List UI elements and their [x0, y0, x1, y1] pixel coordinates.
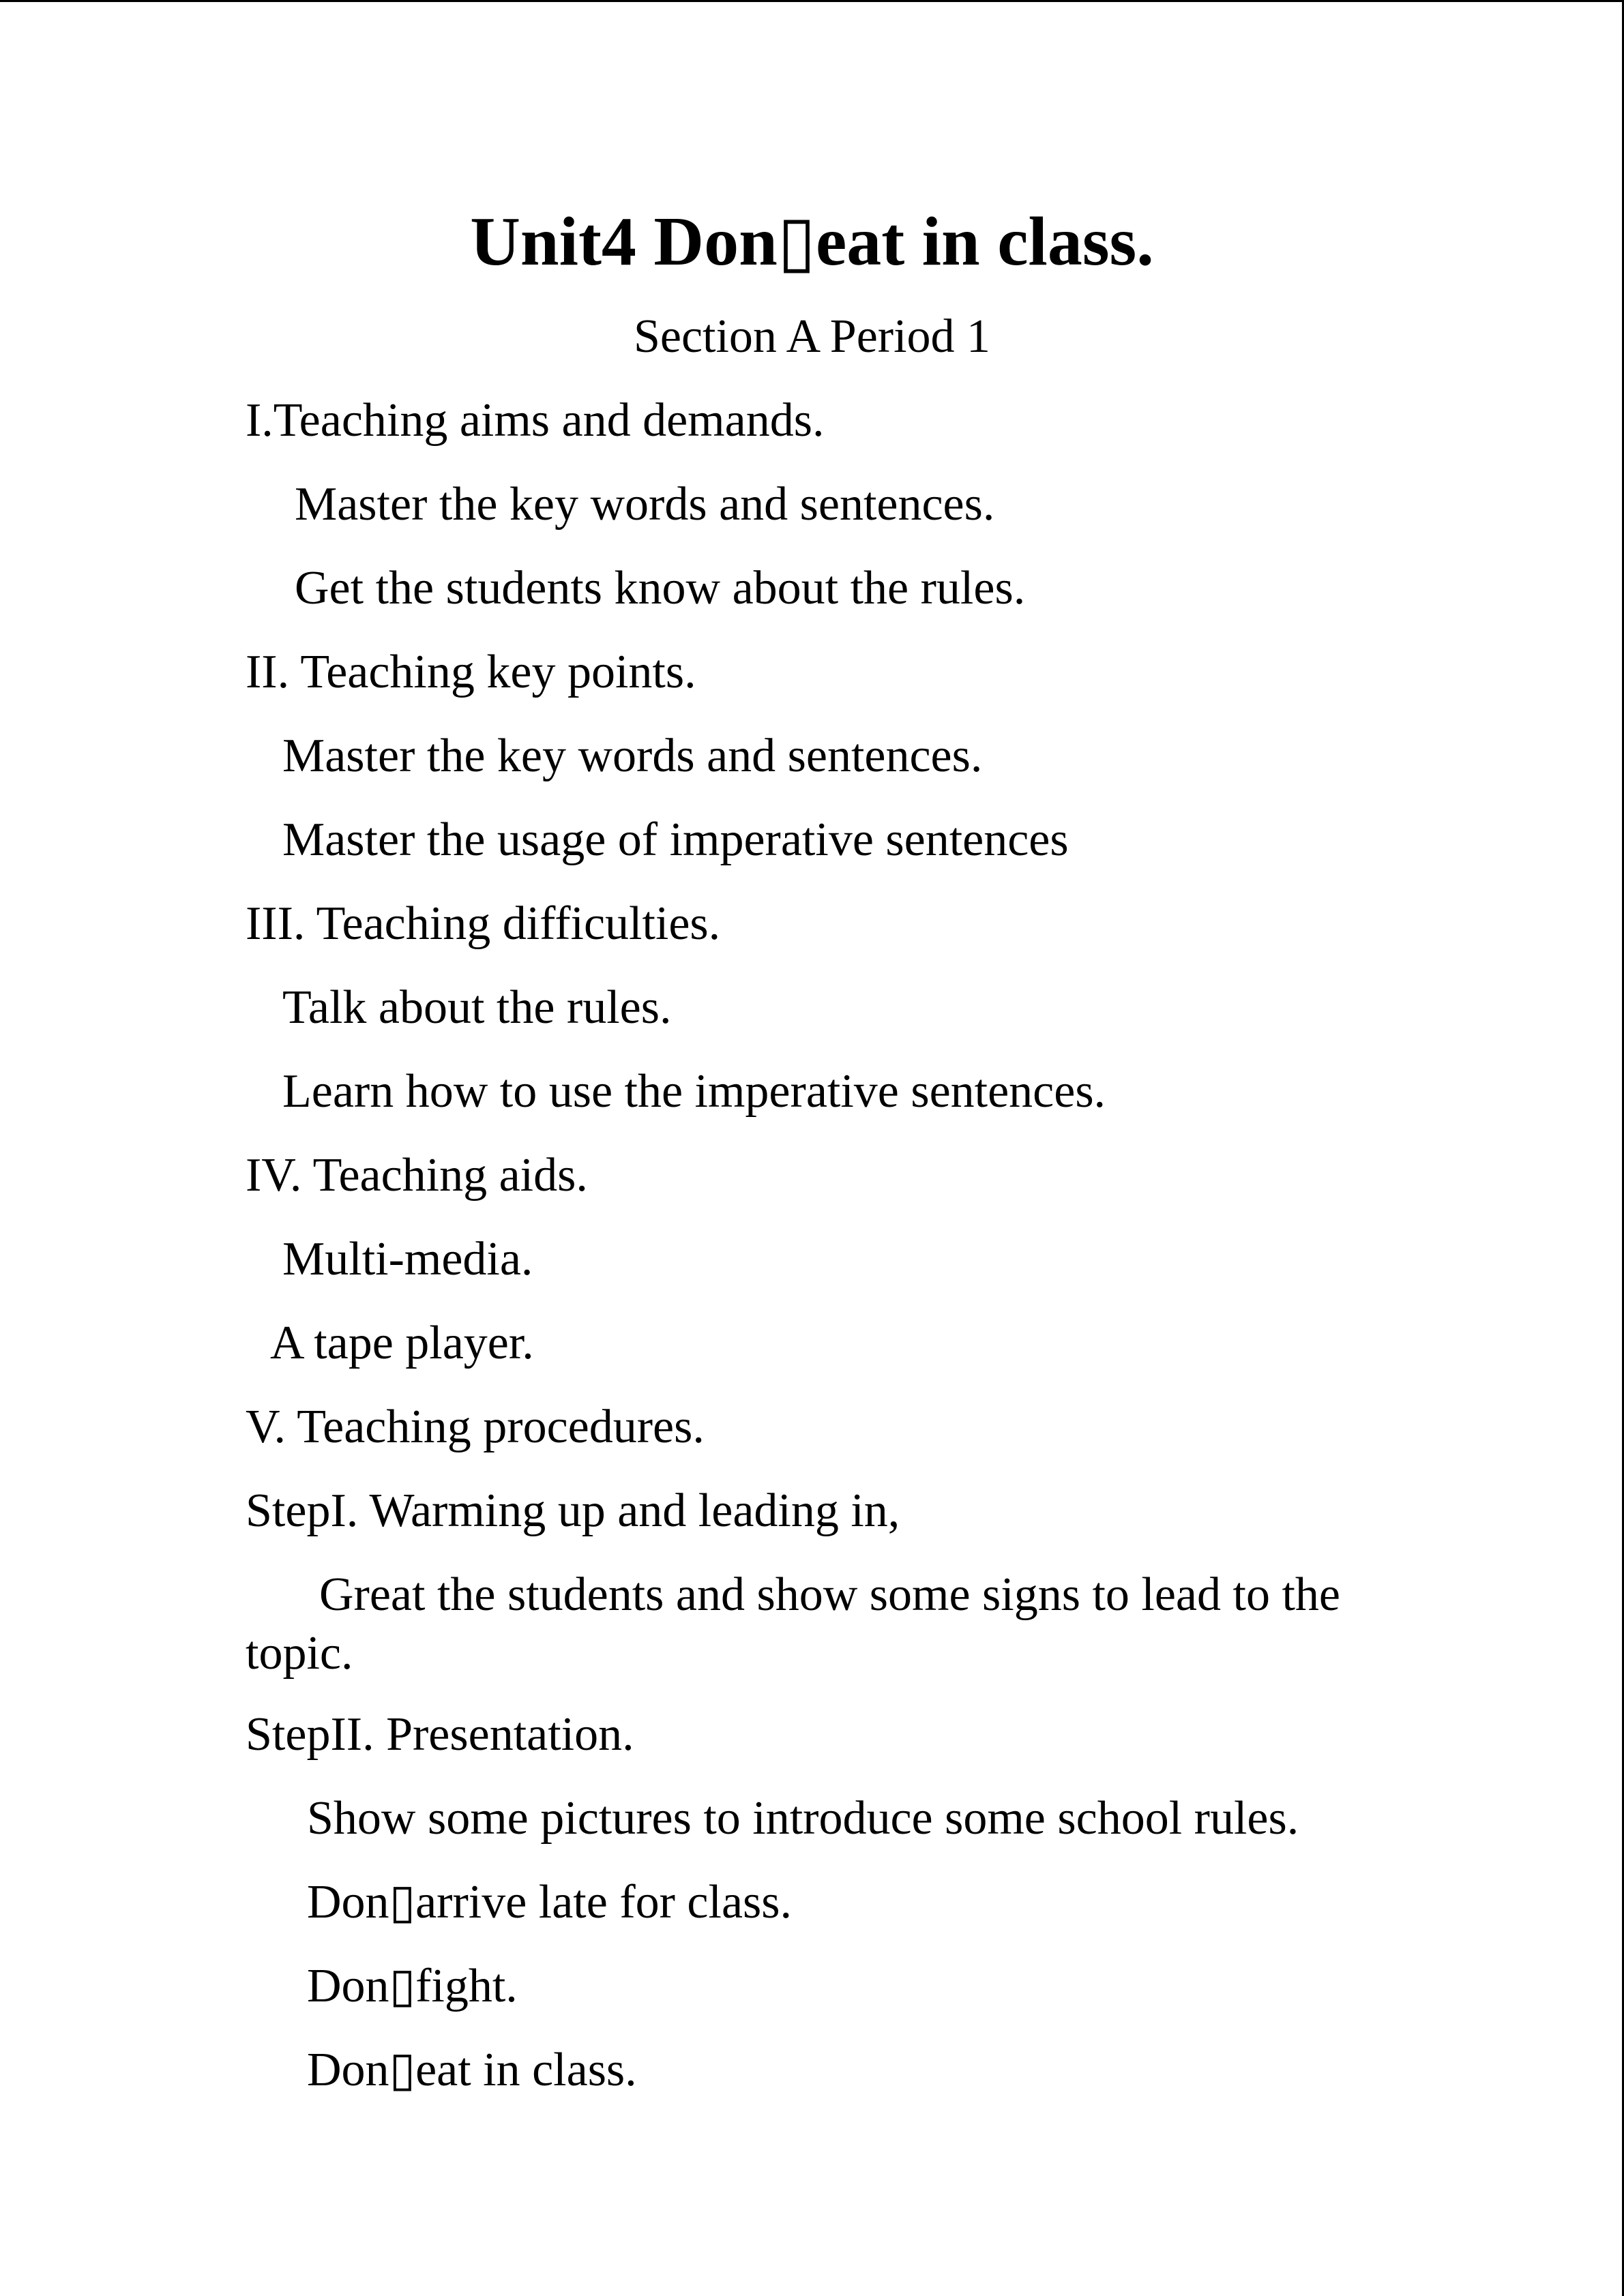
rule-item-2: Don▯fight. — [307, 1960, 518, 2012]
step2-heading: StepII. Presentation. — [246, 1708, 634, 1761]
step1-body — [246, 1566, 1405, 1683]
difficulties-item-2: Learn how to use the imperative sentences. — [282, 1065, 1106, 1118]
aims-item-2: Get the students know about the rules. — [295, 562, 1026, 614]
keypoints-heading: II. Teaching key points. — [246, 646, 696, 698]
procedures-heading: V. Teaching procedures. — [246, 1401, 705, 1453]
aids-heading: IV. Teaching aids. — [246, 1149, 588, 1202]
rule-item-1: Don▯arrive late for class. — [307, 1876, 793, 1928]
keypoints-item-2: Master the usage of imperative sentences — [282, 814, 1069, 866]
document-title: Unit4 Don▯eat in class. — [470, 203, 1154, 280]
difficulties-heading: III. Teaching difficulties. — [246, 897, 721, 950]
aids-item-1: Multi-media. — [282, 1233, 533, 1285]
aims-item-1: Master the key words and sentences. — [295, 478, 995, 531]
aids-item-2: A tape player. — [270, 1317, 534, 1369]
document-subtitle: Section A Period 1 — [633, 310, 991, 363]
step2-intro: Show some pictures to introduce some school rules. — [307, 1792, 1299, 1845]
aims-heading: I.Teaching aims and demands. — [246, 394, 825, 447]
rule-item-3: Don▯eat in class. — [307, 2044, 637, 2096]
step1-heading: StepI. Warming up and leading in, — [246, 1485, 900, 1537]
difficulties-item-1: Talk about the rules. — [282, 981, 672, 1034]
step1-body-text: Great the students and show some signs to lead to the topic. — [246, 1568, 1340, 1680]
keypoints-item-1: Master the key words and sentences. — [282, 730, 983, 782]
